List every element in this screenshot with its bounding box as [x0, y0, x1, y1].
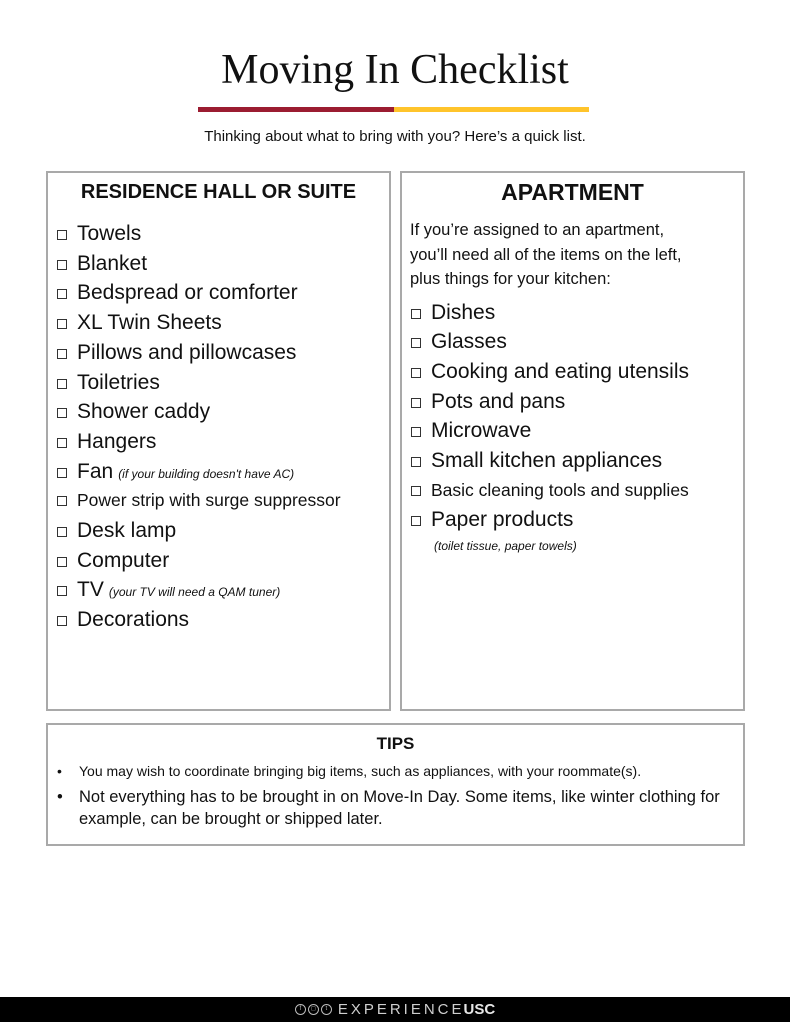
checklist-item — [57, 338, 389, 368]
checklist-item — [57, 516, 389, 546]
item-label: Computer — [77, 548, 170, 572]
checklist-item — [411, 446, 743, 476]
title-divider — [198, 107, 589, 112]
checkbox[interactable] — [411, 368, 421, 378]
item-note: (your TV will need a QAM tuner) — [108, 585, 281, 600]
checkbox[interactable] — [57, 260, 67, 270]
checklist-item — [57, 427, 389, 457]
checkbox[interactable] — [57, 527, 67, 537]
apartment-checklist — [411, 298, 743, 536]
checkbox[interactable] — [57, 379, 67, 389]
item-label: Pots and pans — [431, 389, 566, 413]
item-label: Toiletries — [77, 370, 160, 394]
checkbox[interactable] — [57, 408, 67, 418]
item-label: Fan — [77, 459, 114, 483]
checklist-item — [57, 546, 389, 576]
intro-line: plus things for your kitchen: — [410, 270, 611, 288]
checkbox[interactable] — [57, 616, 67, 626]
item-label: Pillows and pillowcases — [77, 340, 297, 364]
checkbox[interactable] — [57, 557, 67, 567]
divider-cardinal — [198, 107, 394, 112]
bullet-icon: • — [57, 788, 63, 806]
item-label: TV — [77, 578, 104, 602]
item-label: Shower caddy — [77, 400, 211, 424]
item-note: (if your building doesn't have AC) — [118, 466, 295, 481]
tips-list — [48, 762, 743, 830]
item-label: Power strip with surge suppressor — [77, 490, 341, 511]
residence-checklist — [57, 219, 389, 635]
checklist-item — [411, 505, 743, 535]
checkbox[interactable] — [57, 319, 67, 329]
checkbox[interactable] — [411, 457, 421, 467]
checkbox[interactable] — [57, 349, 67, 359]
apartment-box — [400, 171, 745, 711]
checklist-item — [57, 457, 389, 487]
item-label: Towels — [77, 222, 142, 245]
checkbox[interactable] — [411, 398, 421, 408]
checklist-item — [411, 327, 743, 357]
tip-item — [48, 786, 743, 830]
checklist-item — [57, 575, 389, 605]
checklist-item — [57, 605, 389, 635]
item-label: Desk lamp — [77, 519, 177, 543]
checklist-item — [57, 308, 389, 338]
instagram-icon[interactable]: ◻ — [308, 1004, 319, 1015]
checkbox[interactable] — [411, 427, 421, 437]
page-title: Moving In Checklist — [221, 47, 569, 93]
residence-hall-box — [46, 171, 391, 711]
divider-gold — [394, 107, 589, 112]
checkbox[interactable] — [411, 516, 421, 526]
apartment-heading: APARTMENT — [501, 179, 644, 205]
brand-usc: USC — [463, 1001, 496, 1018]
checklist-item — [411, 387, 743, 417]
brand-experience: EXPERIENCE — [337, 1001, 465, 1018]
checklist-item — [57, 249, 389, 279]
footer-bar — [0, 997, 790, 1022]
item-label: Small kitchen appliances — [431, 449, 663, 473]
tip-item — [48, 762, 743, 780]
checkbox[interactable] — [57, 289, 67, 299]
item-label: Paper products — [431, 508, 574, 532]
checkbox[interactable] — [411, 486, 421, 496]
bullet-icon: • — [57, 763, 62, 779]
checkbox[interactable] — [57, 586, 67, 596]
item-label: Decorations — [77, 608, 190, 632]
checklist-item — [57, 397, 389, 427]
twitter-icon[interactable]: t — [321, 1004, 332, 1015]
item-label: Microwave — [431, 419, 532, 443]
checklist-item — [411, 298, 743, 328]
checklist-item — [57, 278, 389, 308]
checkbox[interactable] — [411, 338, 421, 348]
checklist-item — [411, 476, 743, 506]
item-label: Blanket — [77, 251, 148, 275]
checkbox[interactable] — [57, 438, 67, 448]
checklist-item — [57, 368, 389, 398]
item-label: XL Twin Sheets — [77, 311, 222, 335]
checklist-item — [57, 486, 389, 516]
checkbox[interactable] — [57, 468, 67, 478]
subtitle: Thinking about what to bring with you? Here’s a quick list. — [204, 128, 586, 145]
checklist-item — [411, 416, 743, 446]
item-label: Hangers — [77, 429, 157, 453]
tip-text: You may wish to coordinate bringing big items, such as appliances, with your roommate(s). — [79, 763, 642, 779]
facebook-icon[interactable]: f — [295, 1004, 306, 1015]
checkbox[interactable] — [57, 230, 67, 240]
item-label: Glasses — [431, 330, 507, 354]
tips-heading: TIPS — [376, 734, 415, 753]
checklist-item — [411, 357, 743, 387]
tips-box — [46, 723, 745, 846]
checkbox[interactable] — [57, 496, 67, 506]
intro-line: If you’re assigned to an apartment, — [410, 221, 665, 239]
item-label: Dishes — [431, 300, 496, 324]
intro-line: you’ll need all of the items on the left, — [410, 245, 682, 264]
item-label: Bedspread or comforter — [77, 281, 298, 305]
checkbox[interactable] — [411, 309, 421, 319]
residence-heading: RESIDENCE HALL OR SUITE — [80, 181, 357, 203]
item-label: Cooking and eating utensils — [431, 359, 690, 383]
item-label: Basic cleaning tools and supplies — [431, 479, 689, 500]
checklist-item — [57, 219, 389, 249]
apartment-intro — [410, 218, 743, 292]
tip-text: Not everything has to be brought in on Move-In Day. Some items, like winter clothing for example, can be brought or shipped later. — [79, 788, 720, 828]
paper-products-note: (toilet tissue, paper towels) — [434, 539, 577, 554]
